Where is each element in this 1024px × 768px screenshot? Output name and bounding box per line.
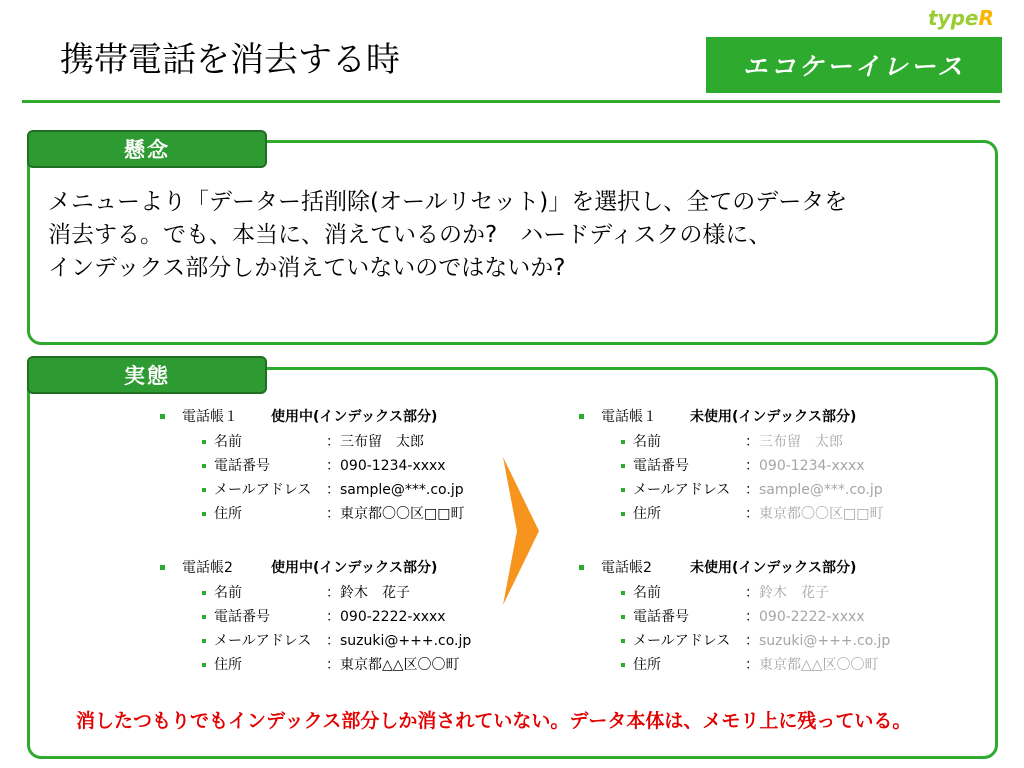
entry-status: 使用中(インデックス部分) bbox=[271, 560, 438, 576]
field-label: 電話番号 bbox=[214, 609, 270, 625]
square-bullet-icon bbox=[621, 591, 625, 595]
field-value: ：090-2222-xxxx bbox=[745, 609, 865, 625]
square-bullet-icon bbox=[621, 512, 625, 516]
square-bullet-icon bbox=[202, 591, 206, 595]
square-bullet-icon bbox=[202, 663, 206, 667]
reality-tag: 実態 bbox=[27, 356, 267, 394]
field-label: 電話番号 bbox=[633, 609, 689, 625]
field-value: ：鈴木 花子 bbox=[326, 585, 410, 601]
concern-line: インデックス部分しか消えていないのではないか? bbox=[48, 255, 566, 281]
square-bullet-icon bbox=[202, 512, 206, 516]
entry-label: 電話帳１ bbox=[601, 409, 657, 425]
field-value: ：三布留 太郎 bbox=[745, 434, 843, 450]
field-label: 住所 bbox=[633, 506, 661, 522]
square-bullet-icon bbox=[160, 565, 165, 570]
entry-status: 未使用(インデックス部分) bbox=[690, 560, 857, 576]
field-value: ：東京都△△区〇〇町 bbox=[326, 657, 460, 673]
title-divider bbox=[22, 100, 1000, 103]
brand-logo bbox=[706, 37, 1002, 93]
square-bullet-icon bbox=[621, 464, 625, 468]
field-label: 住所 bbox=[633, 657, 661, 673]
square-bullet-icon bbox=[579, 565, 584, 570]
field-value: ：東京都〇〇区□□町 bbox=[326, 506, 465, 522]
page-title: 携帯電話を消去する時 bbox=[60, 40, 400, 80]
concern-line: 消去する。でも、本当に、消えているのか? ハードディスクの様に、 bbox=[48, 222, 772, 248]
square-bullet-icon bbox=[160, 414, 165, 419]
field-value: ：三布留 太郎 bbox=[326, 434, 424, 450]
square-bullet-icon bbox=[202, 639, 206, 643]
field-label: 名前 bbox=[214, 434, 242, 450]
square-bullet-icon bbox=[621, 615, 625, 619]
field-label: 電話番号 bbox=[214, 458, 270, 474]
conclusion-text: 消したつもりでもインデックス部分しか消されていない。データ本体は、メモリ上に残っている。 bbox=[76, 710, 912, 732]
square-bullet-icon bbox=[202, 464, 206, 468]
field-value: ：090-1234-xxxx bbox=[326, 458, 446, 474]
field-value: ：090-1234-xxxx bbox=[745, 458, 865, 474]
field-label: メールアドレス bbox=[633, 633, 731, 649]
square-bullet-icon bbox=[202, 440, 206, 444]
field-label: 住所 bbox=[214, 657, 242, 673]
entry-label: 電話帳2 bbox=[182, 560, 233, 576]
entry-label: 電話帳2 bbox=[601, 560, 652, 576]
field-label: 電話番号 bbox=[633, 458, 689, 474]
square-bullet-icon bbox=[621, 440, 625, 444]
typer-logo: typeR bbox=[928, 6, 994, 30]
square-bullet-icon bbox=[621, 639, 625, 643]
field-value: ：090-2222-xxxx bbox=[326, 609, 446, 625]
concern-line: メニューより「データー括削除(オールリセット)」を選択し、全てのデータを bbox=[48, 189, 848, 215]
field-value: ：東京都〇〇区□□町 bbox=[745, 506, 884, 522]
field-value: ：sample@***.co.jp bbox=[326, 482, 464, 498]
field-label: 住所 bbox=[214, 506, 242, 522]
field-label: 名前 bbox=[214, 585, 242, 601]
field-label: メールアドレス bbox=[214, 482, 312, 498]
entry-status: 使用中(インデックス部分) bbox=[271, 409, 438, 425]
square-bullet-icon bbox=[621, 663, 625, 667]
square-bullet-icon bbox=[579, 414, 584, 419]
field-value: ：東京都△△区〇〇町 bbox=[745, 657, 879, 673]
brand-logo-text: エコケーイレース bbox=[742, 52, 966, 81]
concern-text bbox=[48, 186, 847, 285]
entry-status: 未使用(インデックス部分) bbox=[690, 409, 857, 425]
arrow-right-icon bbox=[501, 457, 541, 605]
field-label: 名前 bbox=[633, 434, 661, 450]
entry-label: 電話帳１ bbox=[182, 409, 238, 425]
field-label: メールアドレス bbox=[214, 633, 312, 649]
field-label: メールアドレス bbox=[633, 482, 731, 498]
field-value: ：鈴木 花子 bbox=[745, 585, 829, 601]
square-bullet-icon bbox=[621, 488, 625, 492]
field-value: ：suzuki@+++.co.jp bbox=[326, 633, 472, 649]
field-value: ：suzuki@+++.co.jp bbox=[745, 633, 891, 649]
square-bullet-icon bbox=[202, 615, 206, 619]
field-label: 名前 bbox=[633, 585, 661, 601]
concern-tag: 懸念 bbox=[27, 130, 267, 168]
square-bullet-icon bbox=[202, 488, 206, 492]
field-value: ：sample@***.co.jp bbox=[745, 482, 883, 498]
